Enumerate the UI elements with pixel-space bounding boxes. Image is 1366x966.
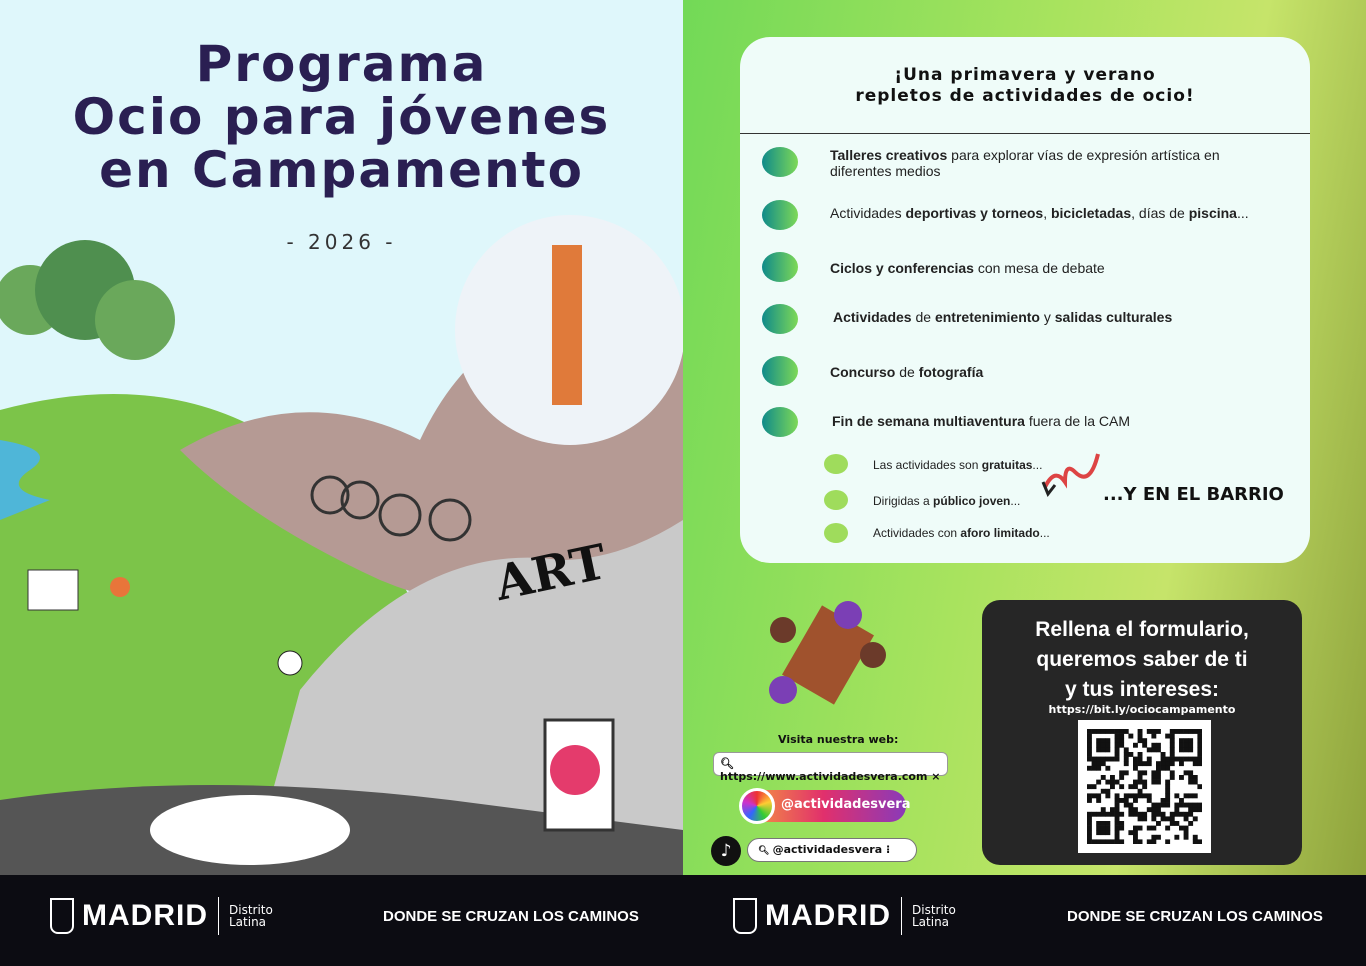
title-line: Programa bbox=[195, 35, 488, 93]
item-text: Actividades de entretenimiento y salidas culturales bbox=[833, 309, 1173, 325]
vera-logo-icon bbox=[739, 788, 775, 824]
item-text: Ciclos y conferencias con mesa de debate bbox=[830, 260, 1105, 276]
search-icon: 🔍︎ bbox=[758, 846, 773, 856]
qr-code[interactable] bbox=[1078, 720, 1211, 853]
art-graffiti: ART bbox=[490, 533, 612, 613]
bullet-icon bbox=[762, 304, 798, 334]
item-text: Fin de semana multiaventura fuera de la CAM bbox=[832, 413, 1131, 429]
item-text: Las actividades son gratuitas... bbox=[873, 458, 1043, 472]
bullet-icon bbox=[762, 356, 798, 386]
bullet-icon bbox=[824, 454, 848, 474]
slogan: DONDE SE CRUZAN LOS CAMINOS bbox=[1067, 908, 1323, 925]
madrid-shield-icon bbox=[733, 898, 757, 934]
item-text: Dirigidas a público joven... bbox=[873, 494, 1021, 508]
basketball-hoop bbox=[28, 570, 78, 610]
item-text: Concurso de fotografía bbox=[830, 364, 984, 380]
tree bbox=[95, 280, 175, 360]
slogan: DONDE SE CRUZAN LOS CAMINOS bbox=[383, 908, 639, 925]
divider bbox=[740, 133, 1310, 134]
madrid-logo: MADRID Distrito Latina bbox=[50, 897, 273, 935]
page-title bbox=[0, 35, 683, 199]
form-heading: Rellena el formulario, queremos saber de ti y tus intereses: bbox=[1035, 618, 1249, 701]
basketball bbox=[110, 577, 130, 597]
madrid-logo: MADRID Distrito Latina bbox=[733, 897, 956, 935]
stage-circle bbox=[150, 795, 350, 865]
tiktok-icon: ♪ bbox=[711, 836, 741, 866]
left-panel bbox=[0, 0, 683, 875]
title-line: en Campamento bbox=[99, 141, 584, 199]
tree-trunk bbox=[552, 245, 582, 405]
title-line: Ocio para jóvenes bbox=[72, 88, 611, 146]
meeting-illustration bbox=[763, 595, 893, 710]
barrio-text: ...Y EN EL BARRIO bbox=[1103, 484, 1284, 505]
madrid-shield-icon bbox=[50, 898, 74, 934]
card-heading: ¡Una primavera y verano repletos de actividades de ocio! bbox=[855, 65, 1195, 106]
close-icon: × bbox=[927, 770, 941, 783]
web-label: Visita nuestra web: bbox=[778, 733, 899, 746]
bullet-icon bbox=[762, 407, 798, 437]
tiktok-link[interactable]: 🔍︎ @actividadesvera ⁝ bbox=[747, 838, 917, 862]
mic-icon: ⁝ bbox=[882, 843, 891, 856]
instagram-link[interactable]: @actividadesvera bbox=[741, 790, 906, 822]
item-text: Actividades con aforo limitado... bbox=[873, 526, 1050, 540]
footer-left bbox=[0, 875, 683, 966]
form-box bbox=[982, 600, 1302, 865]
curly-arrow-icon bbox=[1040, 452, 1105, 497]
bullet-icon bbox=[762, 200, 798, 230]
soccer-ball bbox=[278, 651, 302, 675]
bullet-icon bbox=[762, 147, 798, 177]
search-icon: 🔍︎ bbox=[720, 757, 734, 770]
form-url[interactable]: https://bit.ly/ociocampamento bbox=[1048, 703, 1236, 716]
paint-blob bbox=[550, 745, 600, 795]
footer-right bbox=[683, 875, 1366, 966]
website-link[interactable]: 🔍︎ https://www.actividadesvera.com × bbox=[713, 752, 948, 776]
bullet-icon bbox=[824, 490, 848, 510]
bullet-icon bbox=[824, 523, 848, 543]
item-text: Actividades deportivas y torneos, bicicletadas, días de piscina... bbox=[830, 205, 1249, 221]
item-text: Talleres creativos para explorar vías de expresión artística en diferentes medios bbox=[830, 147, 1220, 179]
activities-card bbox=[740, 37, 1310, 563]
right-panel bbox=[683, 0, 1366, 875]
bullet-icon bbox=[762, 252, 798, 282]
year: - 2026 - bbox=[286, 230, 397, 254]
